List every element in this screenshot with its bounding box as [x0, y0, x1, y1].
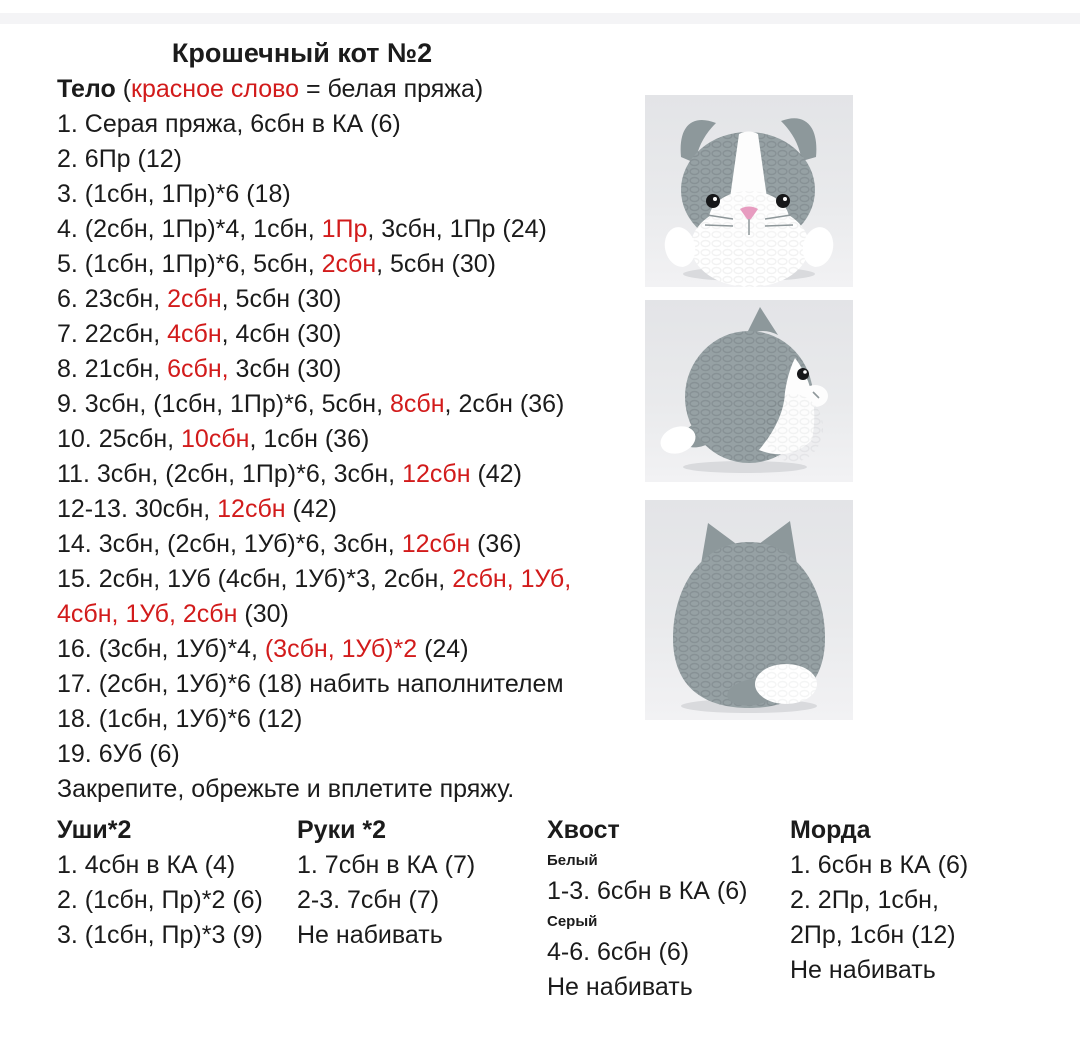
white-yarn-step-text: 10сбн: [181, 425, 250, 453]
white-yarn-step-text: 12сбн: [217, 495, 286, 523]
instruction-line: [57, 702, 657, 737]
pattern-document: [57, 34, 657, 807]
white-yarn-step-text: 4сбн: [167, 320, 222, 348]
part-row: [57, 848, 297, 883]
step-text: (30): [237, 600, 289, 628]
part-row: [790, 918, 1040, 953]
white-yarn-step-text: 12сбн: [402, 460, 471, 488]
step-text: 1. 6сбн в КА (6): [790, 851, 969, 879]
step-text: Тело: [57, 75, 116, 103]
cat-front-illustration: [645, 95, 853, 287]
step-text: 12-13. 30сбн,: [57, 495, 218, 523]
part-row: [297, 918, 547, 953]
step-text: 4-6. 6сбн (6): [547, 938, 690, 966]
part-row: [547, 874, 790, 909]
part-column-arms: [297, 812, 547, 1005]
step-text: 2. (1сбн, Пр)*2 (6): [57, 886, 263, 914]
part-title-tail: Хвост: [547, 816, 620, 844]
step-text: , 2сбн (36): [444, 390, 565, 418]
step-text: 10. 25сбн,: [57, 425, 182, 453]
part-row: [57, 883, 297, 918]
step-text: (: [115, 75, 132, 103]
white-yarn-step-text: 1Пр: [321, 215, 368, 243]
photo-column: [645, 95, 853, 720]
step-text: 2. 6Пр (12): [57, 145, 182, 173]
step-text: 11. 3сбн, (2сбн, 1Пр)*6, 3сбн,: [57, 460, 403, 488]
page-title: Крошечный кот №2: [171, 38, 433, 68]
part-title-muzzle: Морда: [790, 816, 871, 844]
part-row: [297, 883, 547, 918]
part-row: [547, 909, 790, 935]
instruction-line: [57, 562, 657, 597]
instruction-line: [57, 247, 657, 282]
step-text: Не набивать: [790, 956, 936, 984]
step-text: [514, 565, 521, 593]
instruction-line: [57, 527, 657, 562]
white-yarn-step-text: красное слово: [131, 75, 300, 103]
instruction-line: [57, 772, 657, 807]
instruction-line: [57, 352, 657, 387]
step-text: 2-3. 7сбн (7): [297, 886, 440, 914]
top-divider-band: [0, 13, 1080, 24]
step-text: (36): [470, 530, 522, 558]
step-text: 8. 21сбн,: [57, 355, 168, 383]
part-row: [547, 848, 790, 874]
cat-side-photo: [645, 300, 853, 482]
step-text: 1-3. 6сбн в КА (6): [547, 877, 748, 905]
cat-front-photo: [645, 95, 853, 287]
step-text: , 5сбн (30): [221, 285, 342, 313]
step-text: (24): [417, 635, 469, 663]
parts-section: [57, 812, 1040, 1005]
instruction-line: [57, 142, 657, 177]
part-title-arms: Руки *2: [297, 816, 387, 844]
instruction-line: [57, 317, 657, 352]
white-yarn-step-text: 12сбн: [401, 530, 471, 558]
white-yarn-step-text: 4сбн,: [57, 600, 119, 628]
instruction-line: [57, 737, 657, 772]
instruction-line: [57, 282, 657, 317]
step-text: 2. 2Пр, 1сбн,: [790, 886, 939, 914]
white-yarn-step-text: 2сбн: [182, 600, 238, 628]
step-text: 1. 4сбн в КА (4): [57, 851, 236, 879]
instruction-line: [57, 107, 657, 142]
body-instructions: [57, 72, 657, 807]
part-title-ears: Уши*2: [57, 816, 132, 844]
part-row: [297, 848, 547, 883]
step-text: 19. 6Уб (6): [57, 740, 180, 768]
white-yarn-step-text: 2сбн: [167, 285, 222, 313]
step-text: , 5сбн (30): [376, 250, 496, 278]
part-column-tail: [547, 812, 790, 1005]
white-yarn-step-text: 1Уб,: [520, 565, 572, 593]
part-row: [547, 970, 790, 1005]
step-text: = белая пряжа): [299, 75, 484, 103]
step-text: 4. (2сбн, 1Пр)*4, 1сбн,: [57, 215, 322, 243]
instruction-line: [57, 632, 657, 667]
step-text: 3сбн (30): [228, 355, 342, 383]
step-text: 3. (1сбн, Пр)*3 (9): [57, 921, 263, 949]
part-row: [790, 953, 1040, 988]
white-yarn-step-text: 8сбн: [390, 390, 445, 418]
step-text: (42): [285, 495, 337, 523]
step-text: , 4сбн (30): [221, 320, 342, 348]
step-text: 7. 22сбн,: [57, 320, 168, 348]
step-text: 5. (1сбн, 1Пр)*6, 5сбн,: [57, 250, 322, 278]
step-text: 17. (2сбн, 1Уб)*6 (18) набить наполнителем: [57, 670, 564, 698]
part-row: [790, 883, 1040, 918]
step-text: 3. (1сбн, 1Пр)*6 (18): [57, 180, 291, 208]
instruction-line: [57, 72, 657, 107]
step-text: 1. 7сбн в КА (7): [297, 851, 476, 879]
part-row: [57, 918, 297, 953]
step-text: 2Пр, 1сбн (12): [790, 921, 956, 949]
instruction-line: [57, 597, 657, 632]
step-text: Не набивать: [547, 973, 693, 1001]
step-text: 14. 3сбн, (2сбн, 1Уб)*6, 3сбн,: [57, 530, 402, 558]
step-text: 16. (3сбн, 1Уб)*4,: [57, 635, 265, 663]
step-text: , 1сбн (36): [249, 425, 370, 453]
step-text: 9. 3сбн, (1сбн, 1Пр)*6, 5сбн,: [57, 390, 391, 418]
step-text: Серый: [547, 913, 598, 930]
white-yarn-step-text: 6сбн,: [167, 355, 229, 383]
step-text: [176, 600, 183, 628]
instruction-line: [57, 212, 657, 247]
part-row: [547, 935, 790, 970]
instruction-line: [57, 177, 657, 212]
part-row: [790, 848, 1040, 883]
step-text: (42): [470, 460, 522, 488]
cat-back-illustration: [645, 500, 853, 720]
step-text: Не набивать: [297, 921, 443, 949]
instruction-line: [57, 387, 657, 422]
white-yarn-step-text: 2сбн,: [452, 565, 514, 593]
instruction-line: [57, 457, 657, 492]
part-column-muzzle: [790, 812, 1040, 1005]
instruction-line: [57, 422, 657, 457]
cat-back-photo: [645, 500, 853, 720]
instruction-line: [57, 667, 657, 702]
white-yarn-step-text: 2сбн: [321, 250, 377, 278]
step-text: 6. 23сбн,: [57, 285, 168, 313]
instruction-line: [57, 492, 657, 527]
step-text: Закрепите, обрежьте и вплетите пряжу.: [57, 775, 515, 803]
white-yarn-step-text: (3сбн, 1Уб)*2: [264, 635, 418, 663]
step-text: 15. 2сбн, 1Уб (4сбн, 1Уб)*3, 2сбн,: [57, 565, 453, 593]
part-column-ears: [57, 812, 297, 1005]
cat-side-illustration: [645, 300, 853, 482]
step-text: 18. (1сбн, 1Уб)*6 (12): [57, 705, 303, 733]
white-yarn-step-text: 1Уб,: [125, 600, 176, 628]
step-text: 1. Серая пряжа, 6сбн в КА (6): [57, 110, 401, 138]
step-text: , 3сбн, 1Пр (24): [367, 215, 547, 243]
step-text: Белый: [547, 852, 598, 869]
